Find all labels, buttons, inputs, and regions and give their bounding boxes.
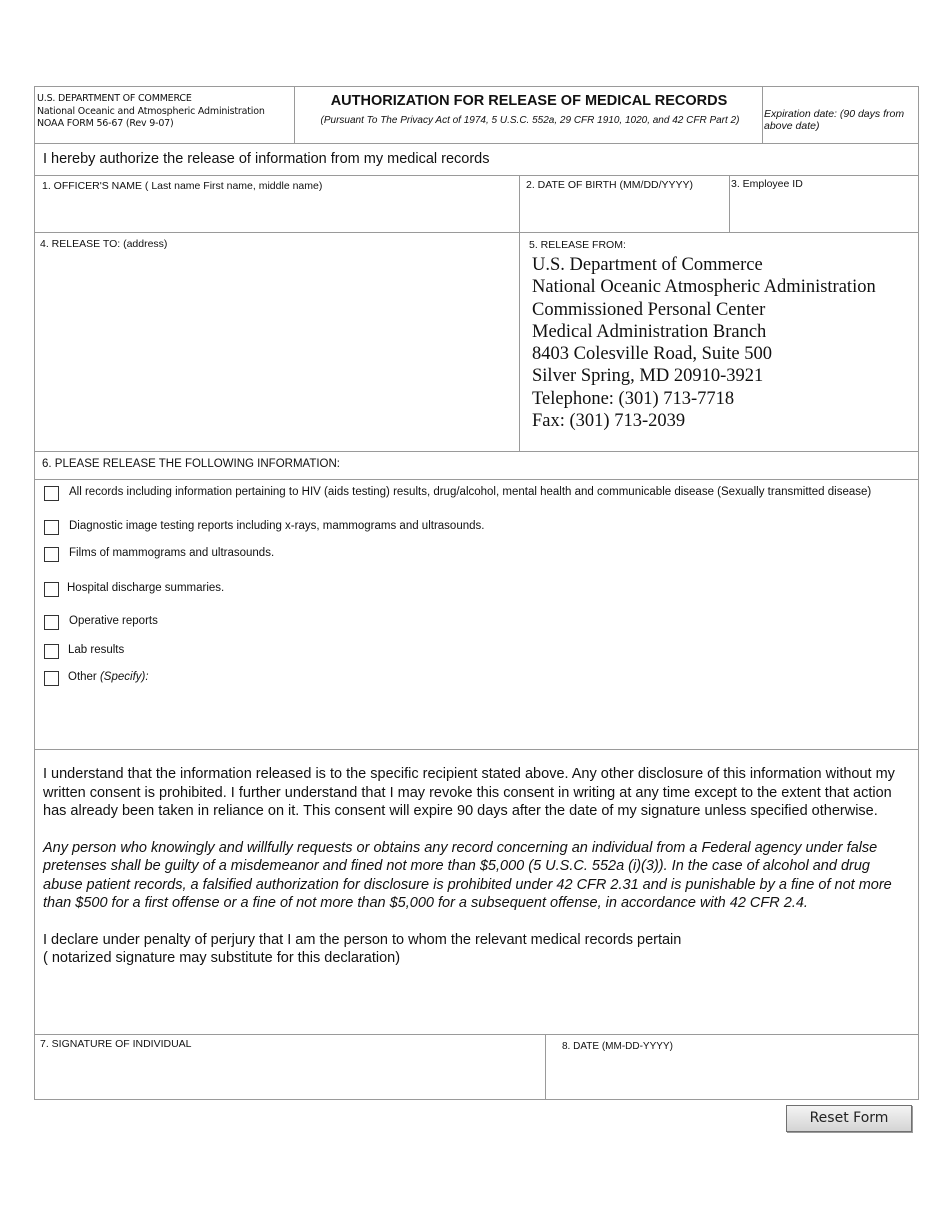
other-checkbox[interactable] <box>44 671 59 686</box>
agency-block <box>37 93 265 131</box>
divider <box>35 479 918 480</box>
reset-form-button[interactable]: Reset Form <box>786 1105 912 1132</box>
other-specify-input[interactable] <box>165 667 905 737</box>
employee-id-label: 3. Employee ID <box>731 178 803 190</box>
address-line: 8403 Colesville Road, Suite 500 <box>532 344 772 365</box>
declaration-note: ( notarized signature may substitute for this declaration) <box>43 950 401 966</box>
other-specify: (Specify): <box>99 671 149 683</box>
option-all-records <box>44 485 904 501</box>
other-label: Other <box>68 671 97 683</box>
agency-line: U.S. DEPARTMENT OF COMMERCE <box>37 93 192 104</box>
films-checkbox[interactable] <box>44 547 59 562</box>
officer-name-label: 1. OFFICER'S NAME ( Last name First name, middle name) <box>42 180 323 192</box>
date-of-birth-label: 2. DATE OF BIRTH (MM/DD/YYYY) <box>526 179 694 191</box>
employee-id-field[interactable] <box>730 176 918 232</box>
address-line: Telephone: (301) 713-7718 <box>532 388 735 409</box>
lab-results-checkbox[interactable] <box>44 644 59 659</box>
form-number: NOAA FORM 56-67 (Rev 9-07) <box>37 118 174 129</box>
address-line: National Oceanic Atmospheric Administration <box>532 277 876 298</box>
option-lab-results <box>44 643 124 659</box>
release-to-field[interactable] <box>35 233 519 451</box>
address-line: U.S. Department of Commerce <box>532 255 763 275</box>
form-subtitle: (Pursuant To The Privacy Act of 1974, 5 U.S.C. 552a, 29 CFR 1910, 1020, and 42 CFR Part 2) <box>320 115 740 126</box>
operative-reports-checkbox[interactable] <box>44 615 59 630</box>
authorize-statement: I hereby authorize the release of information from my medical records <box>43 151 490 167</box>
option-label: Operative reports <box>69 615 158 627</box>
option-operative-reports <box>44 614 158 630</box>
release-from-address <box>532 254 876 432</box>
option-other <box>44 670 149 686</box>
section6-label: 6. PLEASE RELEASE THE FOLLOWING INFORMATION: <box>42 458 341 470</box>
penalty-paragraph: Any person who knowingly and willfully requests or obtains any record concerning an individual from a Federal agency under false pretenses shall be guilty of a misdemeanor and fined not more than $5,000 (5 U.S.C. 552a (i)(3)). In the case of alcohol and drug abuse patient records, a falsified authorization for disclosure is prohibited under 42 CFR 2.31 and is punishable by a fine of not more than $500 for a first offense or a fine of not more than $5,000 for a subsequent offense, in accordance with 42 CFR 2.4. <box>43 839 892 911</box>
option-label: All records including information pertaining to HIV (aids testing) results, drug/alcohol, mental health and communicable disease (Sexually transmitted disease) <box>69 486 872 498</box>
release-to-label: 4. RELEASE TO: (address) <box>40 238 168 250</box>
all-records-checkbox[interactable] <box>44 486 59 501</box>
date-field[interactable] <box>546 1035 918 1100</box>
option-label: Diagnostic image testing reports including x-rays, mammograms and ultrasounds. <box>69 520 485 532</box>
option-label: Hospital discharge summaries. <box>67 582 225 594</box>
option-diagnostic-reports <box>44 519 484 535</box>
address-line: Fax: (301) 713-2039 <box>532 411 686 432</box>
date-label: 8. DATE (MM-DD-YYYY) <box>562 1041 673 1052</box>
option-discharge-summaries <box>44 581 224 597</box>
release-from-field <box>520 233 918 451</box>
date-of-birth-field[interactable] <box>520 176 729 232</box>
statements-block <box>43 765 913 968</box>
consent-paragraph: I understand that the information released is to the specific recipient stated above. Any other disclosure of this information without my written consent is prohibited. I further understand that I may revoke this consent in writing at any time except to the extent that action has already been taken in reliance on it. This consent will expire 90 days after the date of my signature unless specified otherwise. <box>43 766 895 819</box>
discharge-summaries-checkbox[interactable] <box>44 582 59 597</box>
address-line: Commissioned Personal Center <box>532 299 766 320</box>
address-line: Medical Administration Branch <box>532 321 767 342</box>
divider <box>35 451 918 452</box>
form-title: AUTHORIZATION FOR RELEASE OF MEDICAL RECORDS <box>330 93 728 109</box>
signature-field[interactable] <box>35 1035 545 1100</box>
option-films <box>44 546 274 562</box>
signature-label: 7. SIGNATURE OF INDIVIDUAL <box>40 1038 192 1050</box>
diagnostic-reports-checkbox[interactable] <box>44 520 59 535</box>
address-line: Silver Spring, MD 20910-3921 <box>532 366 764 387</box>
option-label: Lab results <box>68 644 125 656</box>
release-from-label: 5. RELEASE FROM: <box>529 239 626 251</box>
declaration-line: I declare under penalty of perjury that I am the person to whom the relevant medical records pertain <box>43 931 682 948</box>
divider <box>35 143 918 144</box>
option-label: Films of mammograms and ultrasounds. <box>69 547 275 559</box>
medical-release-form <box>34 86 919 1100</box>
officer-name-field[interactable] <box>35 176 519 232</box>
divider <box>35 749 918 750</box>
option-label <box>68 670 149 684</box>
agency-line: National Oceanic and Atmospheric Administration <box>37 105 265 117</box>
expiration-date-field[interactable]: Expiration date: (90 days from above date) <box>764 108 905 132</box>
